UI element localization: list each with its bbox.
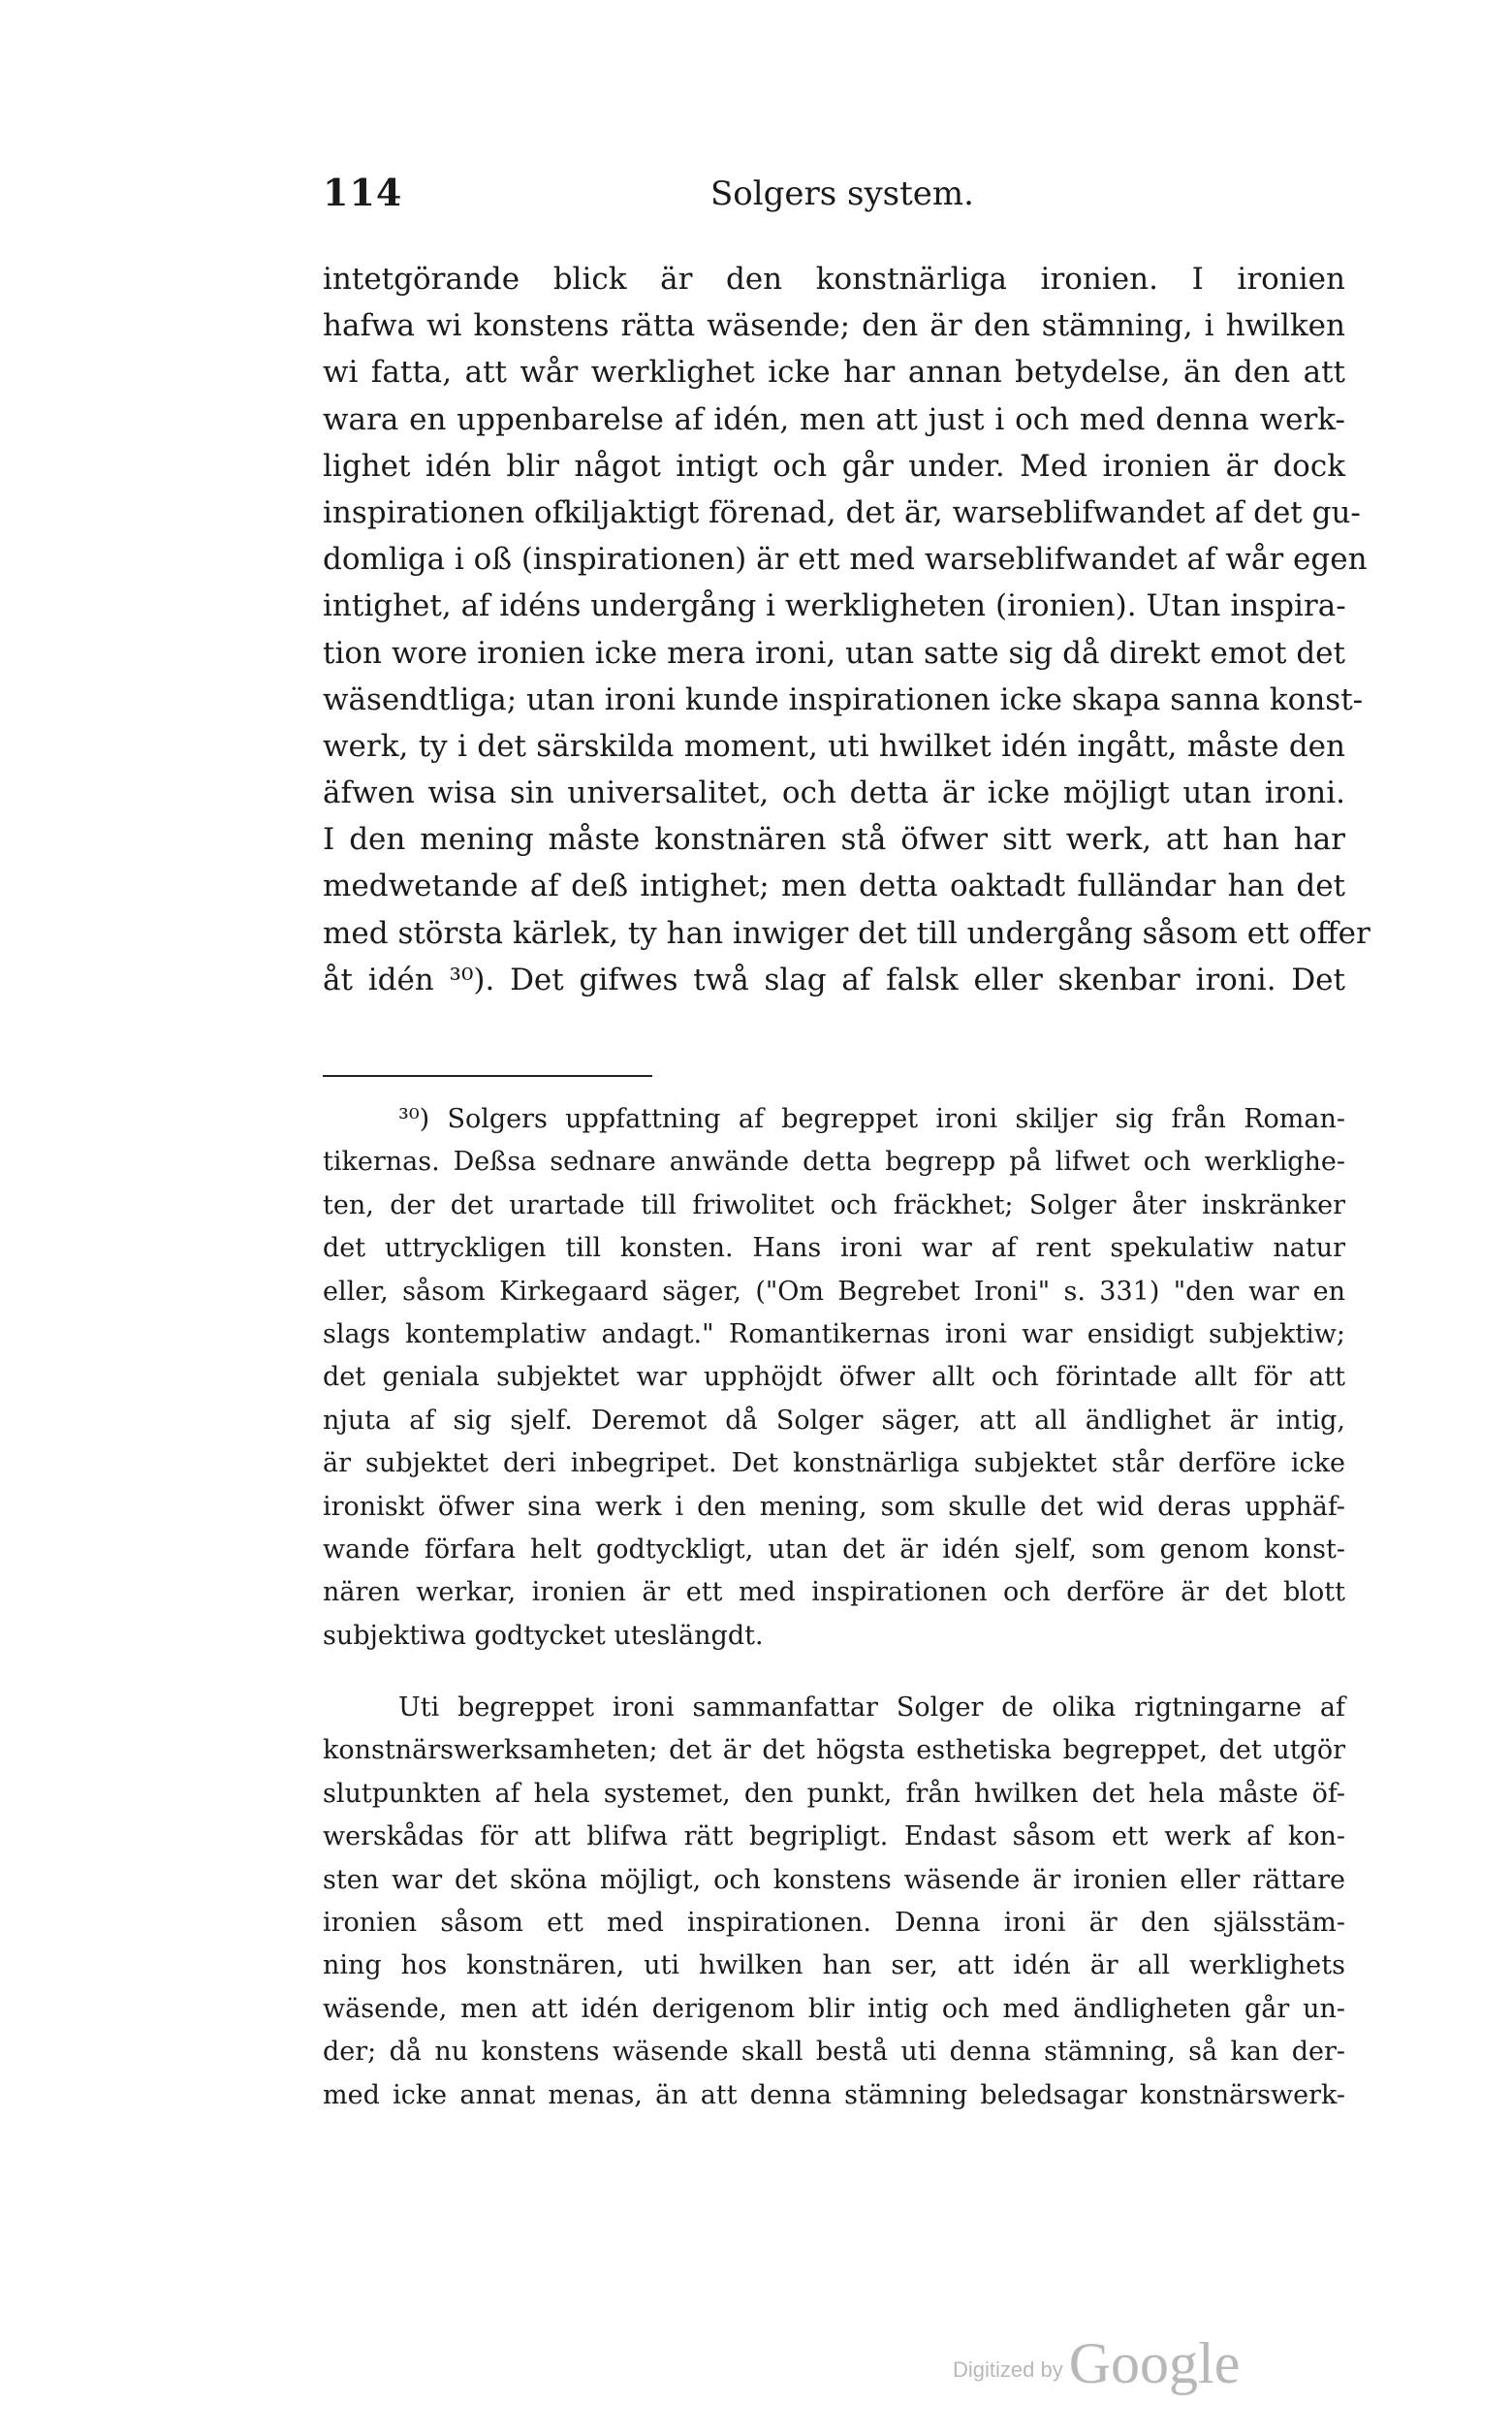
paragraph-line: werskådas för att blifwa rätt begripligt. Endast såsom ett werk af kon- (323, 1821, 1345, 1852)
footnote-line: njuta af sig sjelf. Deremot då Solger säger, att all ändlighet är intig, (323, 1405, 1345, 1436)
footnote-line: ³⁰) Solgers uppfattning af begreppet ironi skiljer sig från Roman- (398, 1104, 1345, 1134)
main-text-block (323, 256, 1370, 1003)
text-line: äfwen wisa sin universalitet, och detta är icke möjligt utan ironi. (323, 775, 1345, 811)
text-line: wäsendtliga; utan ironi kunde inspirationen icke skapa sanna konst- (323, 681, 1364, 717)
paragraph-line: wäsende, men att idén derigenom blir intig och med ändligheten går un- (323, 1993, 1345, 2024)
text-line: domliga i oß (inspirationen) är ett med warseblifwandet af wår egen (323, 542, 1368, 578)
watermark-prefix: Digitized by (953, 2357, 1063, 2382)
footnote-line: är subjektet deri inbegripet. Det konstnärliga subjektet står derföre icke (323, 1448, 1345, 1479)
text-line: wara en uppenbarelse af idén, men att just i och med denna werk- (323, 401, 1345, 437)
text-line: medwetande af deß intighet; men detta oaktadt fulländar han det (323, 869, 1345, 904)
text-line: inspirationen ofkiljaktigt förenad, det är, warseblifwandet af det gu- (323, 494, 1361, 530)
paragraph-line: Uti begreppet ironi sammanfattar Solger de olika rigtningarne af (398, 1692, 1345, 1723)
text-line: intighet, af idéns undergång i werkligheten (ironien). Utan inspira- (323, 588, 1346, 624)
text-line: tion wore ironien icke mera ironi, utan satte sig då direkt emot det (323, 635, 1345, 671)
paragraph-line: sten war det sköna möjligt, och konstens wäsende är ironien eller rättare (323, 1864, 1345, 1895)
footnote-line: ten, der det urartade till friwolitet och fräckhet; Solger åter inskränker (323, 1189, 1345, 1220)
text-line: I den mening måste konstnären stå öfwer sitt werk, att han har (323, 822, 1345, 858)
paragraph-line: slutpunkten af hela systemet, den punkt, från hwilken det hela måste öf- (323, 1778, 1345, 1809)
paragraph-gap (323, 1658, 1345, 1687)
digitized-watermark (953, 2324, 1241, 2395)
footnote-line: wande förfara helt godtyckligt, utan det är idén sjelf, som genom konst- (323, 1534, 1345, 1565)
paragraph-line: ironien såsom ett med inspirationen. Denna ironi är den själsstäm- (323, 1908, 1345, 1939)
footnote-line: eller, såsom Kirkegaard säger, ("Om Begrebet Ironi" s. 331) "den war en (323, 1276, 1345, 1307)
running-head (323, 171, 1345, 229)
footnote-block (323, 1098, 1345, 2117)
watermark-brand: Google (1068, 2331, 1241, 2395)
footnote-line: det uttryckligen till konsten. Hans ironi war af rent spekulatiw natur (323, 1233, 1345, 1264)
text-line: hafwa wi konstens rätta wäsende; den är den stämning, i hwilken (323, 308, 1345, 344)
footnote-separator (323, 1075, 652, 1077)
footnote-line: ironiskt öfwer sina werk i den mening, som skulle det wid deras upphäf- (323, 1491, 1345, 1522)
text-line: med största kärlek, ty han inwiger det till undergång såsom ett offer (323, 915, 1370, 951)
footnote-line: slags kontemplatiw andagt." Romantikernas ironi war ensidigt subjektiw; (323, 1318, 1345, 1349)
running-title: Solgers system. (710, 174, 974, 213)
paragraph-line: der; då nu konstens wäsende skall bestå uti denna stämning, så kan der- (323, 2037, 1345, 2068)
footnote-line: subjektiwa godtycket uteslängdt. (323, 1620, 764, 1651)
footnote-line: nären werkar, ironien är ett med inspirationen och derföre är det blott (323, 1577, 1345, 1608)
footnote-line: det geniala subjektet war upphöjdt öfwer allt och förintade allt för att (323, 1362, 1345, 1393)
paragraph-line: ning hos konstnären, uti hwilken han ser, att idén är all werklighets (323, 1950, 1345, 1981)
text-line: lighet idén blir något intigt och går under. Med ironien är dock (323, 448, 1345, 484)
page-number: 114 (323, 171, 403, 214)
paragraph-line: med icke annat menas, än att denna stämning beledsagar konstnärswerk- (323, 2079, 1345, 2110)
text-line: werk, ty i det särskilda moment, uti hwilket idén ingått, måste den (323, 728, 1345, 764)
footnote-line: tikernas. Deßsa sednare anwände detta begrepp på lifwet och werklighe- (323, 1147, 1345, 1178)
text-line: intetgörande blick är den konstnärliga ironien. I ironien (323, 262, 1345, 297)
paragraph-line: konstnärswerksamheten; det är det högsta esthetiska begreppet, det utgör (323, 1735, 1345, 1766)
text-line: wi fatta, att wår werklighet icke har annan betydelse, än den att (323, 355, 1345, 391)
text-line: åt idén ³⁰). Det gifwes twå slag af falsk eller skenbar ironi. Det (323, 962, 1345, 997)
